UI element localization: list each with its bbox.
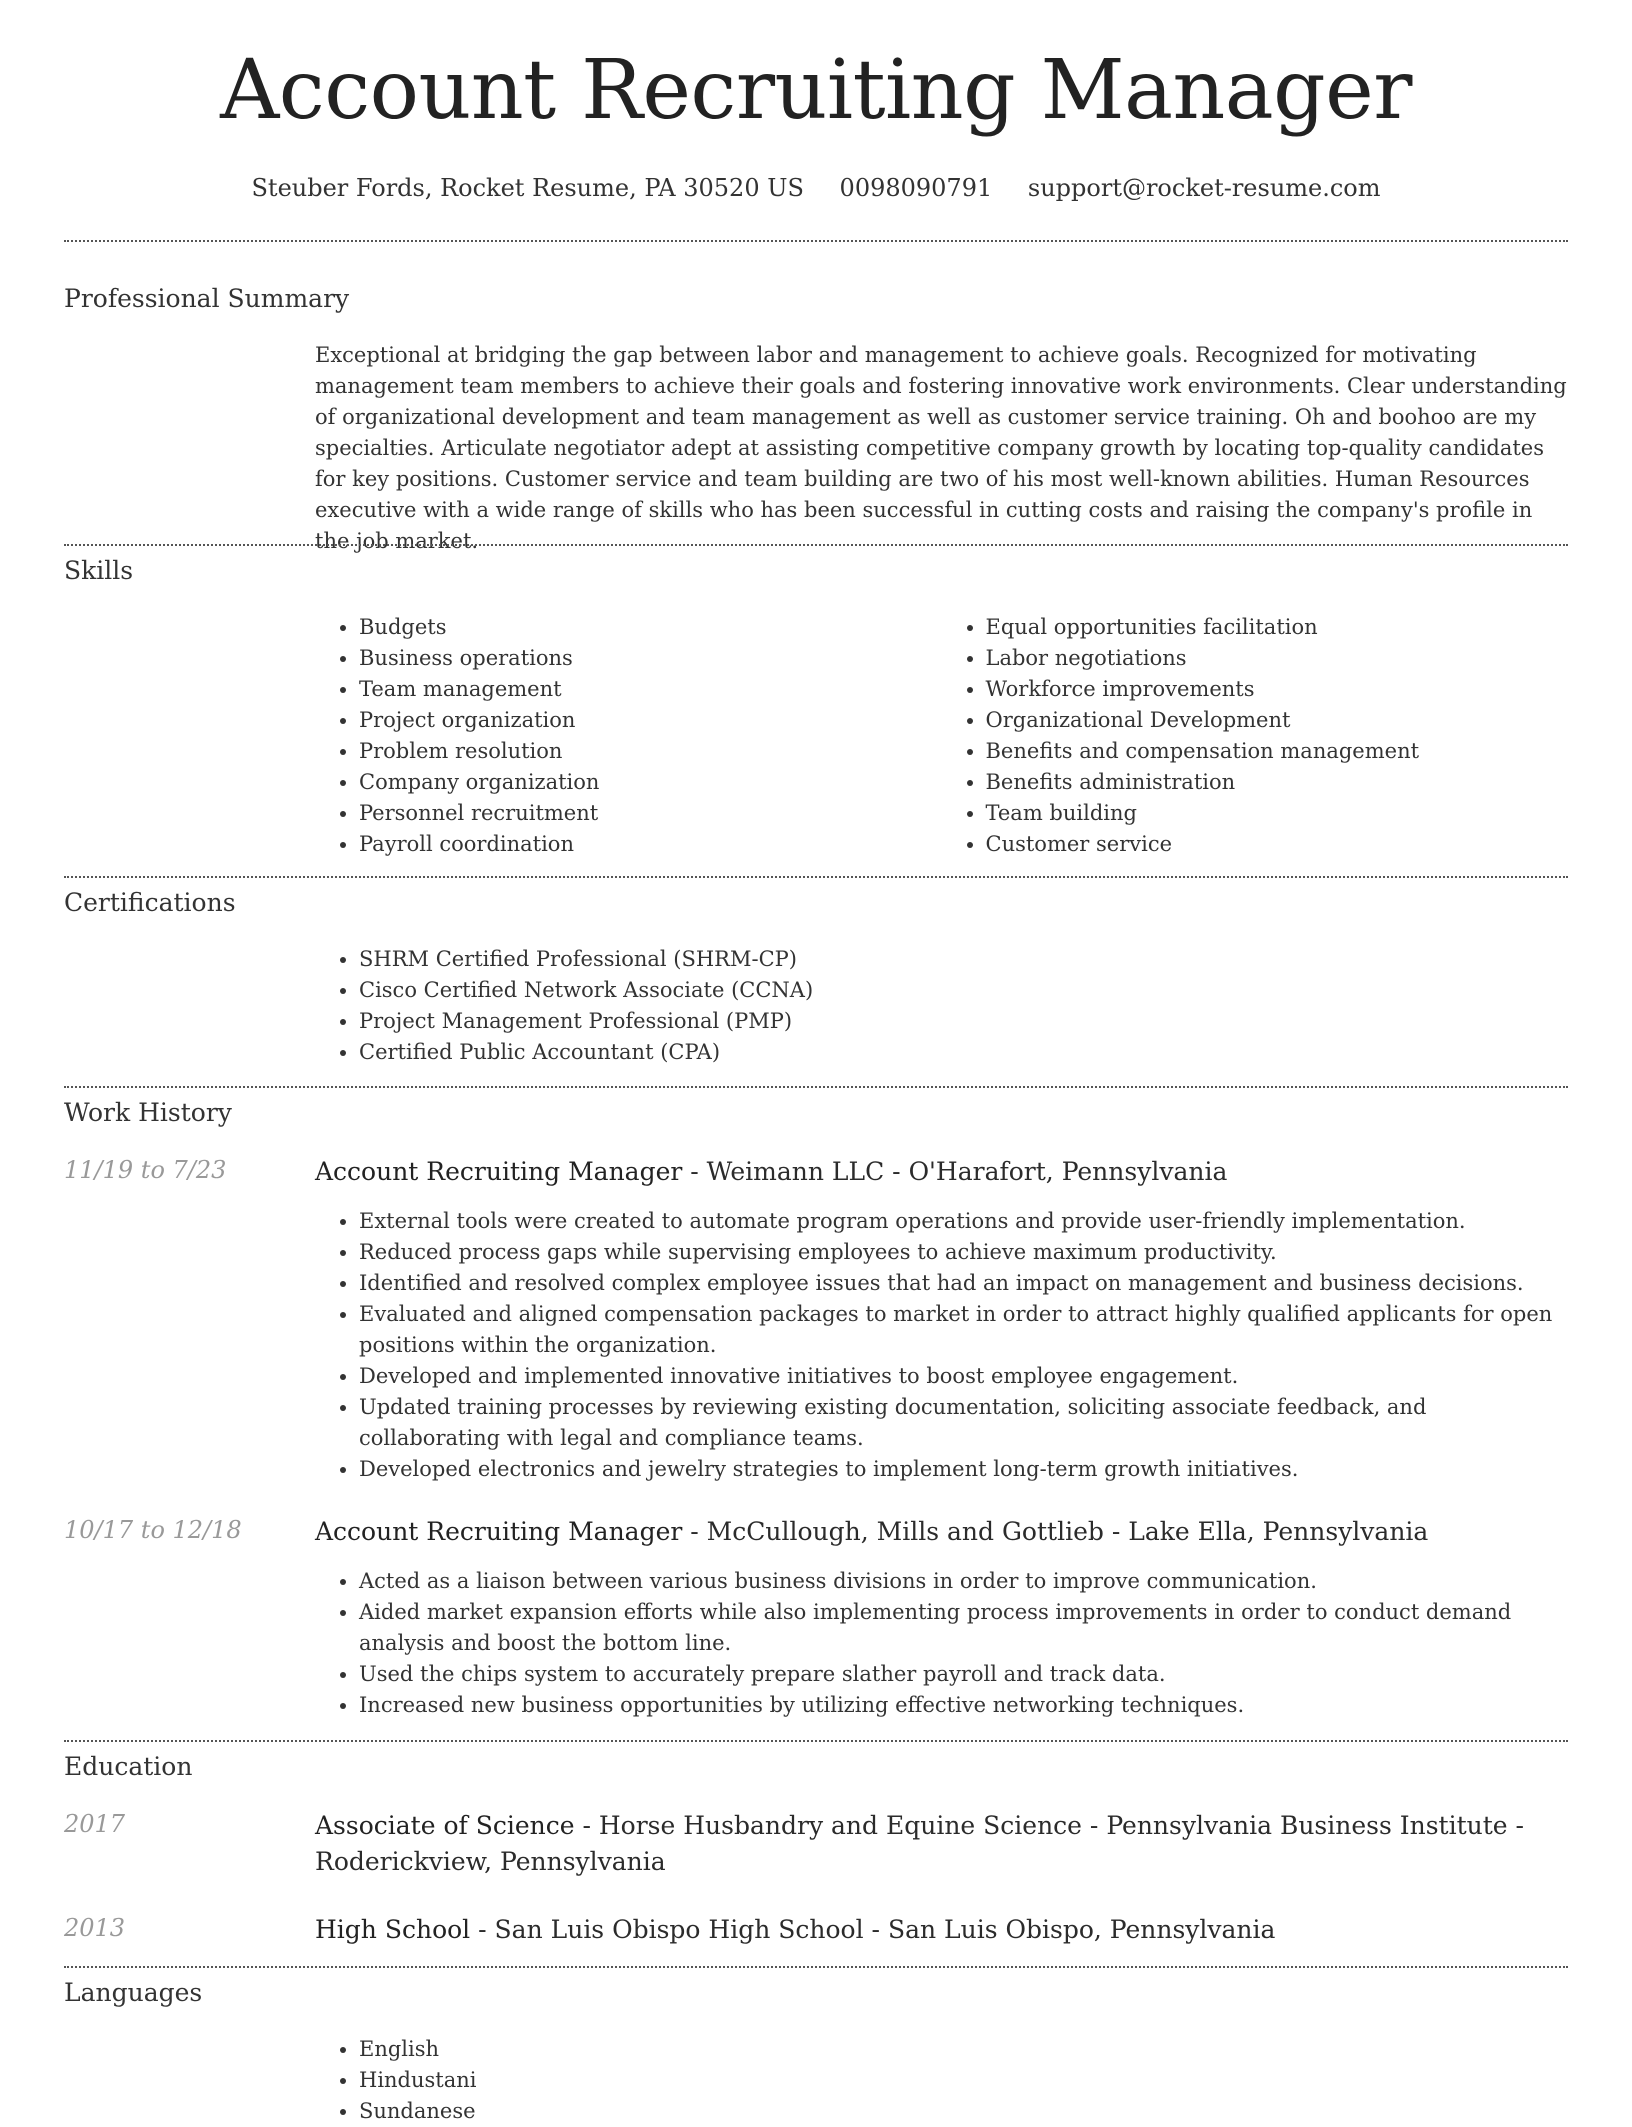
section-divider (64, 1740, 1568, 1742)
job-location: Lake Ella, Pennsylvania (1128, 1517, 1429, 1546)
section-divider (64, 1086, 1568, 1088)
skill-item: • Business operations (359, 643, 942, 674)
job-role: Account Recruiting Manager (315, 1157, 683, 1186)
field-of-study: Horse Husbandry and Equine Science (598, 1811, 1082, 1840)
skills-column-left (315, 612, 942, 860)
skills-list (315, 612, 1568, 860)
job-heading: Account Recruiting Manager - Weimann LLC - O'Harafort, Pennsylvania (315, 1157, 1228, 1186)
languages-list (315, 2034, 1568, 2127)
school-name: San Luis Obispo High School (494, 1915, 864, 1944)
school-location: San Luis Obispo, Pennsylvania (887, 1915, 1276, 1944)
certification-item: • Project Management Professional (PMP) (359, 1006, 1568, 1037)
job-role: Account Recruiting Manager (315, 1517, 683, 1546)
job-dates: 11/19 to 7/23 (64, 1156, 227, 1184)
education-heading: Education (64, 1752, 193, 1781)
job-heading: Account Recruiting Manager - McCullough, Mills and Gottlieb - Lake Ella, Pennsylvania (315, 1517, 1429, 1546)
email-address: support@rocket-resume.com (1027, 174, 1381, 202)
skill-item: • Labor negotiations (986, 643, 1569, 674)
summary-section (315, 340, 1568, 557)
certification-item: • Certified Public Accountant (CPA) (359, 1037, 1568, 1068)
language-item: • English (359, 2034, 1568, 2065)
job-bullet: • Developed electronics and jewelry strategies to implement long-term growth initiatives. (359, 1454, 1568, 1485)
skill-item: • Benefits administration (986, 767, 1569, 798)
education-entry: High School - San Luis Obispo High School - San Luis Obispo, Pennsylvania (315, 1915, 1276, 1944)
section-divider (64, 240, 1568, 242)
section-divider (64, 1966, 1568, 1968)
languages-heading: Languages (64, 1978, 203, 2007)
skill-item: • Project organization (359, 705, 942, 736)
address: Steuber Fords, Rocket Resume, PA 30520 US (251, 174, 804, 202)
language-item: • Hindustani (359, 2065, 1568, 2096)
job-company: McCullough, Mills and Gottlieb (706, 1517, 1104, 1546)
job-bullet: • Used the chips system to accurately prepare slather payroll and track data. (359, 1659, 1568, 1690)
skill-item: • Team building (986, 798, 1569, 829)
certification-item: • SHRM Certified Professional (SHRM-CP) (359, 944, 1568, 975)
summary-text: Exceptional at bridging the gap between labor and management to achieve goals. Recognized for motivating management team members to achieve their goals and fostering innovative work environments. Clear understanding of organizational development and team management as well as customer service training. Oh and boohoo are my specialties. Articulate negotiator adept at assisting competitive company growth by locating top-quality candidates for key positions. Customer service and team building are two of his most well-known abilities. Human Resources executive with a wide range of skills who has been successful in cutting costs and raising the company's profile in the job market. (315, 343, 1567, 553)
certifications-list (315, 944, 1568, 1068)
job-bullet: • Acted as a liaison between various business divisions in order to improve communication. (359, 1566, 1568, 1597)
skill-item: • Equal opportunities facilitation (986, 612, 1569, 643)
education-year: 2013 (64, 1914, 126, 1942)
skills-column-right (942, 612, 1569, 860)
job-bullet: • Reduced process gaps while supervising employees to achieve maximum productivity. (359, 1237, 1568, 1268)
job-dates: 10/17 to 12/18 (64, 1516, 242, 1544)
skill-item: • Customer service (986, 829, 1569, 860)
job-bullets (315, 1566, 1568, 1721)
job-company: Weimann LLC (706, 1157, 885, 1186)
section-divider (64, 876, 1568, 878)
skill-item: • Organizational Development (986, 705, 1569, 736)
job-bullets (315, 1206, 1568, 1485)
job-bullet: • Identified and resolved complex employee issues that had an impact on management and business decisions. (359, 1268, 1568, 1299)
skill-item: • Team management (359, 674, 942, 705)
summary-heading: Professional Summary (64, 284, 350, 313)
job-bullet: • Developed and implemented innovative initiatives to boost employee engagement. (359, 1361, 1568, 1392)
phone-number: 0098090791 (839, 174, 993, 202)
section-divider (64, 544, 1568, 546)
candidate-name: Account Recruiting Manager (220, 43, 1412, 138)
job-bullet: • Aided market expansion efforts while also implementing process improvements in order to conduct demand analysis and boost the bottom line. (359, 1597, 1568, 1659)
school-name: Pennsylvania Business Institute (1106, 1811, 1508, 1840)
certification-item: • Cisco Certified Network Associate (CCNA) (359, 975, 1568, 1006)
skill-item: • Payroll coordination (359, 829, 942, 860)
skill-item: • Budgets (359, 612, 942, 643)
skill-item: • Personnel recruitment (359, 798, 942, 829)
job-bullet: • Updated training processes by reviewing existing documentation, soliciting associate feedback, and collaborating with legal and compliance teams. (359, 1392, 1568, 1454)
degree: High School (315, 1915, 471, 1944)
education-year: 2017 (64, 1810, 126, 1838)
certifications-heading: Certifications (64, 888, 236, 917)
skill-item: • Problem resolution (359, 736, 942, 767)
skill-item: • Workforce improvements (986, 674, 1569, 705)
skills-heading: Skills (64, 556, 134, 585)
skill-item: • Company organization (359, 767, 942, 798)
language-item: • Sundanese (359, 2096, 1568, 2127)
work-history-heading: Work History (64, 1098, 232, 1127)
job-bullet: • External tools were created to automate program operations and provide user-friendly implementation. (359, 1206, 1568, 1237)
school-location: Roderickview, Pennsylvania (315, 1847, 666, 1876)
job-bullet: • Evaluated and aligned compensation packages to market in order to attract highly qualified applicants for open positions within the organization. (359, 1299, 1568, 1361)
contact-line (64, 174, 1568, 202)
degree: Associate of Science (315, 1811, 575, 1840)
job-location: O'Harafort, Pennsylvania (908, 1157, 1228, 1186)
skill-item: • Benefits and compensation management (986, 736, 1569, 767)
education-entry: Associate of Science - Horse Husbandry and Equine Science - Pennsylvania Business Institute - Roderickview, Pennsylvania (315, 1811, 1524, 1876)
job-bullet: • Increased new business opportunities by utilizing effective networking techniques. (359, 1690, 1568, 1721)
